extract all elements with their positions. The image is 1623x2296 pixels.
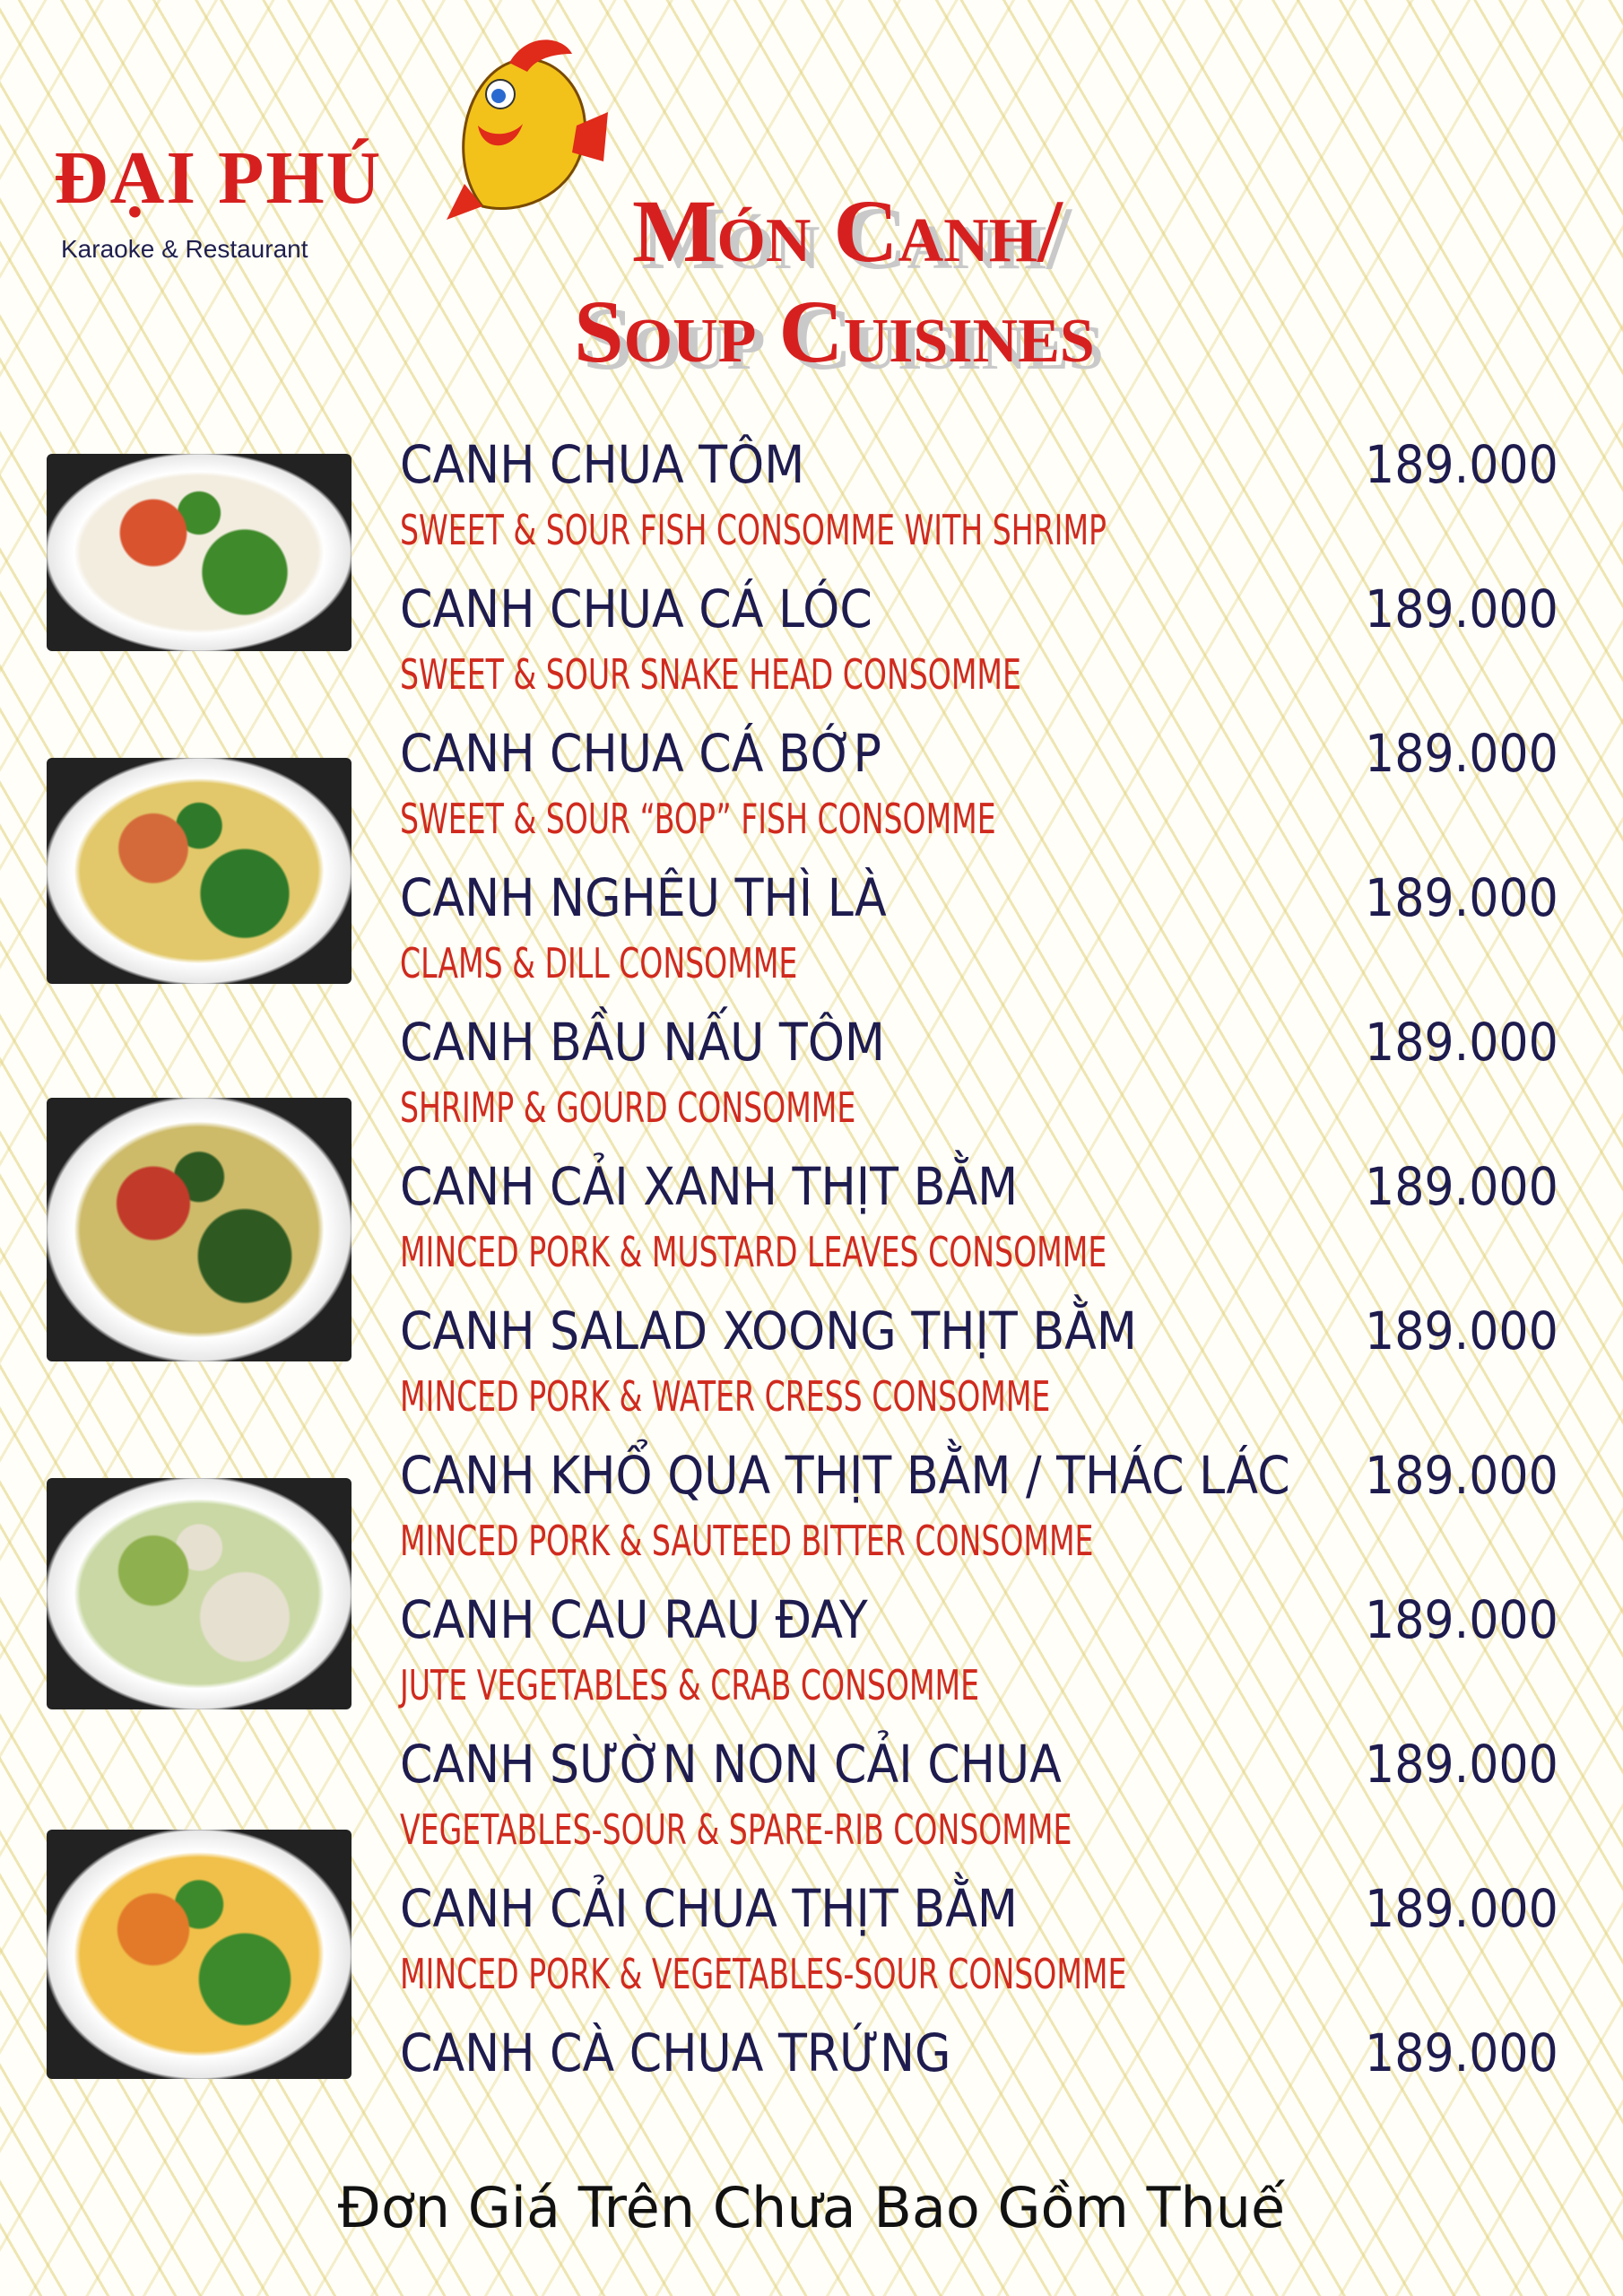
item-name: CANH CHUA CÁ BỚP	[400, 723, 881, 784]
item-name: CANH SƯỜN NON CẢI CHUA	[400, 1734, 1062, 1795]
brand-tagline: Karaoke & Restaurant	[61, 235, 308, 263]
tomato-egg-soup-photo	[47, 1830, 352, 2079]
brand-name: ĐẠI PHÚ	[54, 136, 383, 220]
item-name: CANH CẢI XANH THỊT BẰM	[400, 1156, 1019, 1217]
item-description: VEGETABLES-SOUR & SPARE-RIB CONSOMME	[400, 1805, 1072, 1854]
item-price: 189.000	[1365, 1734, 1558, 1795]
item-description: MINCED PORK & VEGETABLES-SOUR CONSOMME	[400, 1950, 1127, 1998]
item-name: CANH SALAD XOONG THỊT BẰM	[400, 1300, 1137, 1361]
item-name: CANH CÀ CHUA TRỨNG	[400, 2022, 951, 2083]
item-name: CANH CAU RAU ĐAY	[400, 1589, 868, 1650]
item-name: CANH BẦU NẤU TÔM	[400, 1012, 885, 1073]
item-description: SWEET & SOUR SNAKE HEAD CONSOMME	[400, 650, 1021, 699]
item-description: CLAMS & DILL CONSOMME	[400, 939, 798, 987]
item-price: 189.000	[1365, 1589, 1558, 1650]
item-price: 189.000	[1365, 434, 1558, 495]
item-name: CANH CHUA CÁ LÓC	[400, 578, 872, 639]
item-price: 189.000	[1365, 1300, 1558, 1361]
item-description: JUTE VEGETABLES & CRAB CONSOMME	[400, 1661, 980, 1709]
bitter-melon-soup-photo	[47, 1478, 352, 1709]
item-name: CANH CHUA TÔM	[400, 434, 805, 495]
item-description: SWEET & SOUR FISH CONSOMME WITH SHRIMP	[400, 506, 1107, 554]
item-price: 189.000	[1365, 1156, 1558, 1217]
shrimp-sour-soup-photo	[47, 454, 352, 651]
item-name: CANH KHỔ QUA THỊT BẰM / THÁC LÁC	[400, 1445, 1290, 1506]
menu-title-english: Soup Cuisines	[574, 282, 1095, 381]
item-name: CANH CẢI CHUA THỊT BẰM	[400, 1878, 1018, 1939]
item-name: CANH NGHÊU THÌ LÀ	[400, 867, 887, 928]
item-description: MINCED PORK & SAUTEED BITTER CONSOMME	[400, 1517, 1094, 1565]
item-price: 189.000	[1365, 867, 1558, 928]
item-price: 189.000	[1365, 1012, 1558, 1073]
item-description: SWEET & SOUR “BOP” FISH CONSOMME	[400, 795, 996, 843]
dill-soup-photo	[47, 1098, 352, 1361]
tax-note: Đơn Giá Trên Chưa Bao Gồm Thuế	[337, 2175, 1286, 2240]
menu-title-vietnamese: Món Canh/	[632, 181, 1063, 281]
item-price: 189.000	[1365, 1445, 1558, 1506]
item-price: 189.000	[1365, 2022, 1558, 2083]
item-description: MINCED PORK & WATER CRESS CONSOMME	[400, 1372, 1051, 1421]
item-price: 189.000	[1365, 723, 1558, 784]
fish-logo-icon	[429, 27, 608, 224]
item-description: MINCED PORK & MUSTARD LEAVES CONSOMME	[400, 1228, 1107, 1276]
bop-fish-sour-soup-photo	[47, 758, 352, 984]
item-price: 189.000	[1365, 578, 1558, 639]
item-description: SHRIMP & GOURD CONSOMME	[400, 1083, 856, 1132]
item-price: 189.000	[1365, 1878, 1558, 1939]
